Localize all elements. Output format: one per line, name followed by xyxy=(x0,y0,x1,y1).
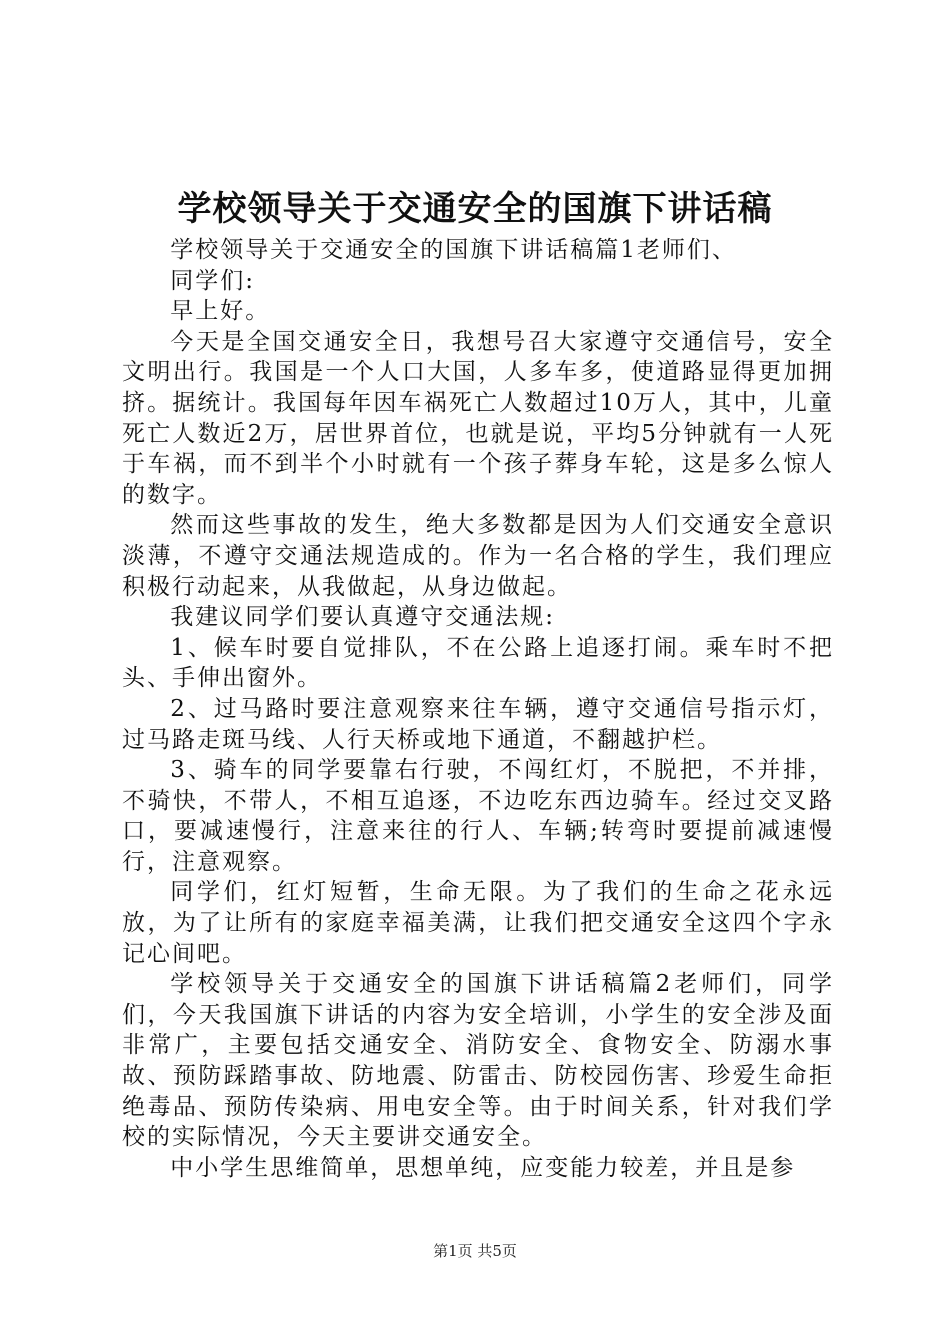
paragraph: 今天是全国交通安全日，我想号召大家遵守交通信号，安全文明出行。我国是一个人口大国，人多车多，使道路显得更加拥挤。据统计。我国每年因车祸死亡人数超过10万人，其中，儿童死亡人数近2万，居世界首位，也就是说，平均5分钟就有一人死于车祸，而不到半个小时就有一个孩子葬身车轮，这是多么惊人的数字。 xyxy=(122,328,834,508)
paragraph: 然而这些事故的发生，绝大多数都是因为人们交通安全意识淡薄，不遵守交通法规造成的。作为一名合格的学生，我们理应积极行动起来，从我做起，从身边做起。 xyxy=(122,512,834,600)
paragraph: 学校领导关于交通安全的国旗下讲话稿篇1老师们、 xyxy=(170,237,737,263)
paragraph: 同学们，红灯短暂，生命无限。为了我们的生命之花永远放，为了让所有的家庭幸福美满，让我们把交通安全这四个字永记心间吧。 xyxy=(122,879,834,967)
document-title: 学校领导关于交通安全的国旗下讲话稿 xyxy=(177,189,773,229)
page-footer: 第1页 共5页 xyxy=(433,1242,517,1260)
document-body xyxy=(122,235,834,1183)
paragraph: 中小学生思维简单，思想单纯，应变能力较差，并且是参 xyxy=(170,1154,796,1181)
paragraph: 我建议同学们要认真遵守交通法规: xyxy=(170,604,556,631)
paragraph: 早上好。 xyxy=(170,298,271,325)
paragraph: 1、候车时要自觉排队，不在公路上追逐打闹。乘车时不把头、手伸出窗外。 xyxy=(122,634,834,692)
paragraph: 2、过马路时要注意观察来往车辆，遵守交通信号指示灯，过马路走斑马线、人行天桥或地下通道，不翻越护栏。 xyxy=(122,695,834,753)
paragraph: 同学们: xyxy=(170,267,256,294)
paragraph: 3、骑车的同学要靠右行驶，不闯红灯，不脱把，不并排，不骑快，不带人，不相互追逐，不边吃东西边骑车。经过交叉路口，要减速慢行，注意来往的行人、车辆;转弯时要提前减速慢行，注意观察。 xyxy=(122,757,834,875)
paragraph: 学校领导关于交通安全的国旗下讲话稿篇2老师们，同学们，今天我国旗下讲话的内容为安全培训，小学生的安全涉及面非常广，主要包括交通安全、消防安全、食物安全、防溺水事故、预防踩踏事故、防地震、防雷击、防校园伤害、珍爱生命拒绝毒品、预防传染病、用电安全等。由于时间关系，针对我们学校的实际情况，今天主要讲交通安全。 xyxy=(122,971,834,1151)
